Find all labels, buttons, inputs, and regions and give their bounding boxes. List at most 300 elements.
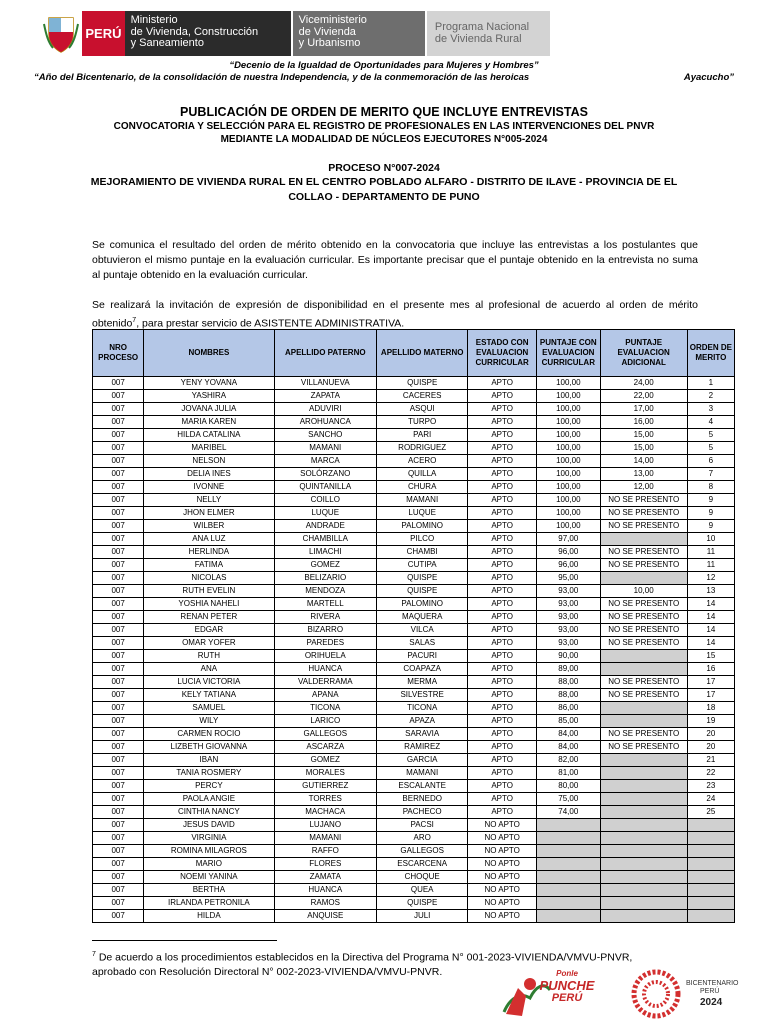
table-cell: 007 — [93, 468, 144, 481]
table-cell: 93,00 — [537, 585, 601, 598]
table-cell: NELSON — [144, 455, 274, 468]
table-cell: 007 — [93, 455, 144, 468]
table-cell: APTO — [468, 520, 537, 533]
peru-label: PERÚ — [82, 11, 124, 56]
table-cell: RUTH EVELIN — [144, 585, 274, 598]
table-cell: 17 — [687, 676, 734, 689]
table-cell: LIZBETH GIOVANNA — [144, 741, 274, 754]
table-cell: 21 — [687, 754, 734, 767]
table-cell: APTO — [468, 754, 537, 767]
table-cell: SAMUEL — [144, 702, 274, 715]
table-cell: LIMACHI — [274, 546, 377, 559]
table-row — [93, 884, 735, 897]
main-title: PUBLICACIÓN DE ORDEN DE MERITO QUE INCLUYE ENTREVISTAS — [180, 105, 588, 119]
table-cell: ANDRADE — [274, 520, 377, 533]
table-cell: RENAN PETER — [144, 611, 274, 624]
table-row — [93, 793, 735, 806]
table-cell: ESCARCENA — [377, 858, 468, 871]
table-cell: 007 — [93, 741, 144, 754]
table-row — [93, 468, 735, 481]
table-cell: NO SE PRESENTO — [600, 520, 687, 533]
table-row — [93, 806, 735, 819]
intro-paragraph: Se comunica el resultado del orden de mérito obtenido en la convocatoria que incluye las entrevistas a los postulantes que obtuvieron el mismo puntaje en la evaluación curricular. Es importante precisar que el puntaje obtenido en la entrevista no suma al puntaje obtenido en la evaluación curricular. — [92, 239, 698, 281]
table-cell: 007 — [93, 481, 144, 494]
table-row — [93, 494, 735, 507]
subtitle-line-2: MEDIANTE LA MODALIDAD DE NÚCLEOS EJECUTORES N°005-2024 — [220, 134, 548, 145]
table-cell: MENDOZA — [274, 585, 377, 598]
table-cell — [600, 572, 687, 585]
table-cell: NO SE PRESENTO — [600, 689, 687, 702]
table-row — [93, 767, 735, 780]
table-row — [93, 403, 735, 416]
table-cell: MORALES — [274, 767, 377, 780]
table-cell: IBAN — [144, 754, 274, 767]
table-row — [93, 546, 735, 559]
table-cell — [600, 910, 687, 923]
table-row — [93, 455, 735, 468]
table-cell: APTO — [468, 611, 537, 624]
table-cell — [537, 819, 601, 832]
table-cell: NO APTO — [468, 832, 537, 845]
table-cell: 93,00 — [537, 637, 601, 650]
table-cell: TORRES — [274, 793, 377, 806]
footnote-line-2: aprobado con Resolución Directoral N° 002-2023-VIVIENDA/VMVU-PNVR. — [92, 965, 443, 978]
table-row — [93, 481, 735, 494]
table-cell: APTO — [468, 793, 537, 806]
table-cell: SILVESTRE — [377, 689, 468, 702]
table-cell: 20 — [687, 728, 734, 741]
institutional-header — [40, 11, 550, 56]
table-cell: 16,00 — [600, 416, 687, 429]
invitation-paragraph — [92, 298, 698, 332]
table-cell: ADUVIRI — [274, 403, 377, 416]
table-cell: 14 — [687, 611, 734, 624]
table-cell: 100,00 — [537, 442, 601, 455]
table-cell: BERTHA — [144, 884, 274, 897]
table-cell: 5 — [687, 442, 734, 455]
table-cell: 80,00 — [537, 780, 601, 793]
table-cell: 81,00 — [537, 767, 601, 780]
invitation-text: Se realizará la invitación de expresión de disponibilidad en el presente mes al profesional de acuerdo al orden de mérito obtenido — [92, 299, 698, 330]
table-cell: ASCARZA — [274, 741, 377, 754]
table-cell: DELIA INES — [144, 468, 274, 481]
table-cell — [537, 871, 601, 884]
table-cell: 007 — [93, 507, 144, 520]
table-cell: 100,00 — [537, 377, 601, 390]
table-cell — [600, 845, 687, 858]
table-cell — [600, 533, 687, 546]
table-cell: 007 — [93, 533, 144, 546]
table-cell: CHOQUE — [377, 871, 468, 884]
column-header: NRO PROCESO — [93, 330, 144, 377]
table-cell: APTO — [468, 741, 537, 754]
table-cell: 10,00 — [600, 585, 687, 598]
table-cell: NELLY — [144, 494, 274, 507]
table-cell: MAMANI — [274, 442, 377, 455]
table-cell: 100,00 — [537, 455, 601, 468]
table-cell: NO SE PRESENTO — [600, 494, 687, 507]
viceministry-name: Viceministerio de Vivienda y Urbanismo — [293, 11, 427, 56]
table-row — [93, 897, 735, 910]
table-cell: NO SE PRESENTO — [600, 676, 687, 689]
table-cell: NO APTO — [468, 819, 537, 832]
table-cell: 10 — [687, 533, 734, 546]
table-cell — [600, 832, 687, 845]
table-cell: MARIO — [144, 858, 274, 871]
table-cell — [600, 650, 687, 663]
table-cell: 007 — [93, 520, 144, 533]
table-cell: HERLINDA — [144, 546, 274, 559]
table-cell: GALLEGOS — [377, 845, 468, 858]
table-cell: GARCIA — [377, 754, 468, 767]
table-row — [93, 650, 735, 663]
table-cell: APTO — [468, 546, 537, 559]
table-cell: 14,00 — [600, 455, 687, 468]
table-row — [93, 845, 735, 858]
year-quote-left: “Año del Bicentenario, de la consolidación de nuestra Independencia, y de la conmemoración de las heroicas — [34, 72, 530, 83]
table-cell: 5 — [687, 429, 734, 442]
table-row — [93, 702, 735, 715]
table-cell: 007 — [93, 559, 144, 572]
table-cell: CHAMBI — [377, 546, 468, 559]
table-cell: 84,00 — [537, 741, 601, 754]
table-cell: 007 — [93, 689, 144, 702]
table-cell — [600, 793, 687, 806]
bicentenario-text — [686, 980, 739, 996]
table-cell: 14 — [687, 624, 734, 637]
table-cell — [537, 832, 601, 845]
punche-text — [532, 968, 602, 1004]
table-cell: BELIZARIO — [274, 572, 377, 585]
table-cell: HILDA — [144, 910, 274, 923]
table-cell: APTO — [468, 572, 537, 585]
table-cell: 17,00 — [600, 403, 687, 416]
table-cell: 23 — [687, 780, 734, 793]
table-cell: 007 — [93, 442, 144, 455]
table-cell: CHURA — [377, 481, 468, 494]
table-cell: NO SE PRESENTO — [600, 559, 687, 572]
table-cell: NO SE PRESENTO — [600, 598, 687, 611]
table-cell: HUANCA — [274, 663, 377, 676]
table-cell: WILBER — [144, 520, 274, 533]
table-cell: COAPAZA — [377, 663, 468, 676]
punche-line-2: PUNCHE — [539, 978, 595, 993]
table-cell: NO APTO — [468, 910, 537, 923]
table-cell — [687, 845, 734, 858]
table-cell: APTO — [468, 481, 537, 494]
table-cell: JULI — [377, 910, 468, 923]
table-cell: 15,00 — [600, 442, 687, 455]
table-cell: SALAS — [377, 637, 468, 650]
table-cell: 007 — [93, 858, 144, 871]
table-row — [93, 533, 735, 546]
table-cell — [537, 897, 601, 910]
table-cell: 100,00 — [537, 507, 601, 520]
table-cell — [687, 858, 734, 871]
merit-table — [92, 329, 735, 923]
table-cell: WILY — [144, 715, 274, 728]
table-cell: ROMINA MILAGROS — [144, 845, 274, 858]
table-row — [93, 390, 735, 403]
table-cell: 007 — [93, 715, 144, 728]
table-cell: GALLEGOS — [274, 728, 377, 741]
table-cell: 100,00 — [537, 390, 601, 403]
table-cell: 007 — [93, 429, 144, 442]
table-cell: 007 — [93, 598, 144, 611]
table-cell: APTO — [468, 689, 537, 702]
table-cell: APTO — [468, 416, 537, 429]
footnote-divider — [92, 940, 277, 941]
table-cell: KELY TATIANA — [144, 689, 274, 702]
table-cell: ANA — [144, 663, 274, 676]
table-cell: 007 — [93, 897, 144, 910]
table-cell: 88,00 — [537, 676, 601, 689]
table-cell: CACERES — [377, 390, 468, 403]
table-cell — [600, 715, 687, 728]
table-cell: 86,00 — [537, 702, 601, 715]
table-cell — [600, 884, 687, 897]
table-cell: APTO — [468, 767, 537, 780]
table-cell: ORIHUELA — [274, 650, 377, 663]
table-cell: MERMA — [377, 676, 468, 689]
process-number: PROCESO N°007-2024 — [328, 162, 440, 174]
table-cell: 20 — [687, 741, 734, 754]
table-cell: 75,00 — [537, 793, 601, 806]
table-cell: PACHECO — [377, 806, 468, 819]
table-cell: HUANCA — [274, 884, 377, 897]
table-cell: EDGAR — [144, 624, 274, 637]
table-cell: QUILLA — [377, 468, 468, 481]
table-cell: 24 — [687, 793, 734, 806]
table-row — [93, 637, 735, 650]
table-cell: 13,00 — [600, 468, 687, 481]
table-cell: 007 — [93, 572, 144, 585]
table-row — [93, 624, 735, 637]
table-cell: APANA — [274, 689, 377, 702]
table-cell: NO SE PRESENTO — [600, 624, 687, 637]
table-cell: AROHUANCA — [274, 416, 377, 429]
table-cell: 007 — [93, 377, 144, 390]
table-cell: APTO — [468, 533, 537, 546]
table-cell: LUQUE — [377, 507, 468, 520]
table-cell: QUEA — [377, 884, 468, 897]
table-cell: APTO — [468, 559, 537, 572]
table-cell: MAQUERA — [377, 611, 468, 624]
table-cell: 22 — [687, 767, 734, 780]
table-cell: 97,00 — [537, 533, 601, 546]
footnote-ref: 7 — [132, 317, 137, 324]
table-cell: 74,00 — [537, 806, 601, 819]
column-header: APELLIDO MATERNO — [377, 330, 468, 377]
table-cell — [600, 754, 687, 767]
footnote — [92, 948, 712, 979]
table-cell — [600, 819, 687, 832]
table-cell — [537, 858, 601, 871]
table-cell: 24,00 — [600, 377, 687, 390]
table-cell: 6 — [687, 455, 734, 468]
table-row — [93, 611, 735, 624]
table-cell: APTO — [468, 728, 537, 741]
table-cell: 007 — [93, 728, 144, 741]
table-cell: MARCA — [274, 455, 377, 468]
table-cell: 007 — [93, 416, 144, 429]
table-cell: 007 — [93, 676, 144, 689]
column-header: PUNTAJE EVALUACION ADICIONAL — [600, 330, 687, 377]
table-cell: APTO — [468, 676, 537, 689]
table-cell: CHAMBILLA — [274, 533, 377, 546]
table-cell — [687, 819, 734, 832]
table-cell: 007 — [93, 702, 144, 715]
table-row — [93, 832, 735, 845]
bicentenario-line-1: BICENTENARIO — [686, 980, 739, 987]
table-row — [93, 559, 735, 572]
table-cell: RIVERA — [274, 611, 377, 624]
table-cell: 22,00 — [600, 390, 687, 403]
table-cell: NO APTO — [468, 845, 537, 858]
table-cell: SARAVIA — [377, 728, 468, 741]
table-cell: 11 — [687, 546, 734, 559]
table-cell: BERNEDO — [377, 793, 468, 806]
table-cell: APTO — [468, 637, 537, 650]
table-cell: 100,00 — [537, 429, 601, 442]
table-cell: MACHACA — [274, 806, 377, 819]
table-row — [93, 728, 735, 741]
table-cell: CARMEN ROCIO — [144, 728, 274, 741]
table-cell: 007 — [93, 871, 144, 884]
table-cell — [600, 702, 687, 715]
table-cell: RAMOS — [274, 897, 377, 910]
table-cell: APTO — [468, 650, 537, 663]
table-cell: APTO — [468, 507, 537, 520]
table-cell: 007 — [93, 819, 144, 832]
table-cell: 1 — [687, 377, 734, 390]
table-cell: TICONA — [377, 702, 468, 715]
table-cell: APTO — [468, 494, 537, 507]
table-cell: APAZA — [377, 715, 468, 728]
table-row — [93, 585, 735, 598]
table-cell: GUTIERREZ — [274, 780, 377, 793]
table-cell: ZAMATA — [274, 871, 377, 884]
column-header: NOMBRES — [144, 330, 274, 377]
table-cell: RUTH — [144, 650, 274, 663]
table-cell: NO SE PRESENTO — [600, 728, 687, 741]
table-cell: JOVANA JULIA — [144, 403, 274, 416]
table-cell: QUISPE — [377, 377, 468, 390]
project-line-2: COLLAO - DEPARTAMENTO DE PUNO — [288, 191, 480, 203]
table-row — [93, 520, 735, 533]
table-cell: 14 — [687, 637, 734, 650]
coat-of-arms-icon — [40, 11, 82, 56]
table-cell — [687, 871, 734, 884]
decade-quote: “Decenio de la Igualdad de Oportunidades para Mujeres y Hombres” — [229, 60, 539, 71]
table-cell — [600, 780, 687, 793]
table-cell: 93,00 — [537, 611, 601, 624]
table-cell: 007 — [93, 884, 144, 897]
table-cell: 9 — [687, 520, 734, 533]
table-cell — [537, 884, 601, 897]
table-cell: NO APTO — [468, 871, 537, 884]
table-cell: LUQUE — [274, 507, 377, 520]
table-cell — [537, 910, 601, 923]
table-row — [93, 715, 735, 728]
table-cell: ANA LUZ — [144, 533, 274, 546]
table-cell: 100,00 — [537, 416, 601, 429]
table-cell: 85,00 — [537, 715, 601, 728]
table-cell: TICONA — [274, 702, 377, 715]
table-cell: 9 — [687, 507, 734, 520]
table-cell: APTO — [468, 624, 537, 637]
table-cell: 100,00 — [537, 494, 601, 507]
table-cell: PACSI — [377, 819, 468, 832]
table-row — [93, 507, 735, 520]
table-cell: 007 — [93, 494, 144, 507]
table-cell: APTO — [468, 377, 537, 390]
table-row — [93, 377, 735, 390]
punche-line-1: Ponle — [556, 969, 578, 978]
table-cell: RODRIGUEZ — [377, 442, 468, 455]
table-cell: CINTHIA NANCY — [144, 806, 274, 819]
table-cell: 007 — [93, 611, 144, 624]
table-cell: 12,00 — [600, 481, 687, 494]
table-cell: 14 — [687, 598, 734, 611]
table-cell: PERCY — [144, 780, 274, 793]
table-cell — [687, 884, 734, 897]
table-cell: ASQUI — [377, 403, 468, 416]
table-cell: MAMANI — [274, 832, 377, 845]
table-row — [93, 910, 735, 923]
table-cell: NO APTO — [468, 897, 537, 910]
table-cell — [687, 897, 734, 910]
table-cell: 007 — [93, 403, 144, 416]
table-cell: APTO — [468, 715, 537, 728]
table-cell: 82,00 — [537, 754, 601, 767]
table-cell: 15 — [687, 650, 734, 663]
table-cell: 007 — [93, 845, 144, 858]
table-cell: MARIBEL — [144, 442, 274, 455]
table-cell: ARO — [377, 832, 468, 845]
table-cell: MARIA KAREN — [144, 416, 274, 429]
table-cell: MARTELL — [274, 598, 377, 611]
table-cell: 88,00 — [537, 689, 601, 702]
table-cell: TANIA ROSMERY — [144, 767, 274, 780]
table-cell: PILCO — [377, 533, 468, 546]
table-cell: 93,00 — [537, 624, 601, 637]
table-row — [93, 598, 735, 611]
table-cell: 25 — [687, 806, 734, 819]
title-block — [80, 104, 688, 205]
table-cell — [687, 832, 734, 845]
table-cell: 2 — [687, 390, 734, 403]
table-cell — [537, 845, 601, 858]
table-cell — [600, 767, 687, 780]
table-cell: PAOLA ANGIE — [144, 793, 274, 806]
table-cell: ACERO — [377, 455, 468, 468]
table-cell: 007 — [93, 780, 144, 793]
table-cell: JHON ELMER — [144, 507, 274, 520]
table-cell — [600, 806, 687, 819]
table-cell: SANCHO — [274, 429, 377, 442]
table-cell: 13 — [687, 585, 734, 598]
table-cell: GOMEZ — [274, 754, 377, 767]
table-cell: PAREDES — [274, 637, 377, 650]
table-cell: 007 — [93, 910, 144, 923]
table-cell: 007 — [93, 546, 144, 559]
table-row — [93, 780, 735, 793]
column-header: PUNTAJE CON EVALUACION CURRICULAR — [537, 330, 601, 377]
table-cell: VALDERRAMA — [274, 676, 377, 689]
table-cell: 16 — [687, 663, 734, 676]
table-cell: NO APTO — [468, 884, 537, 897]
